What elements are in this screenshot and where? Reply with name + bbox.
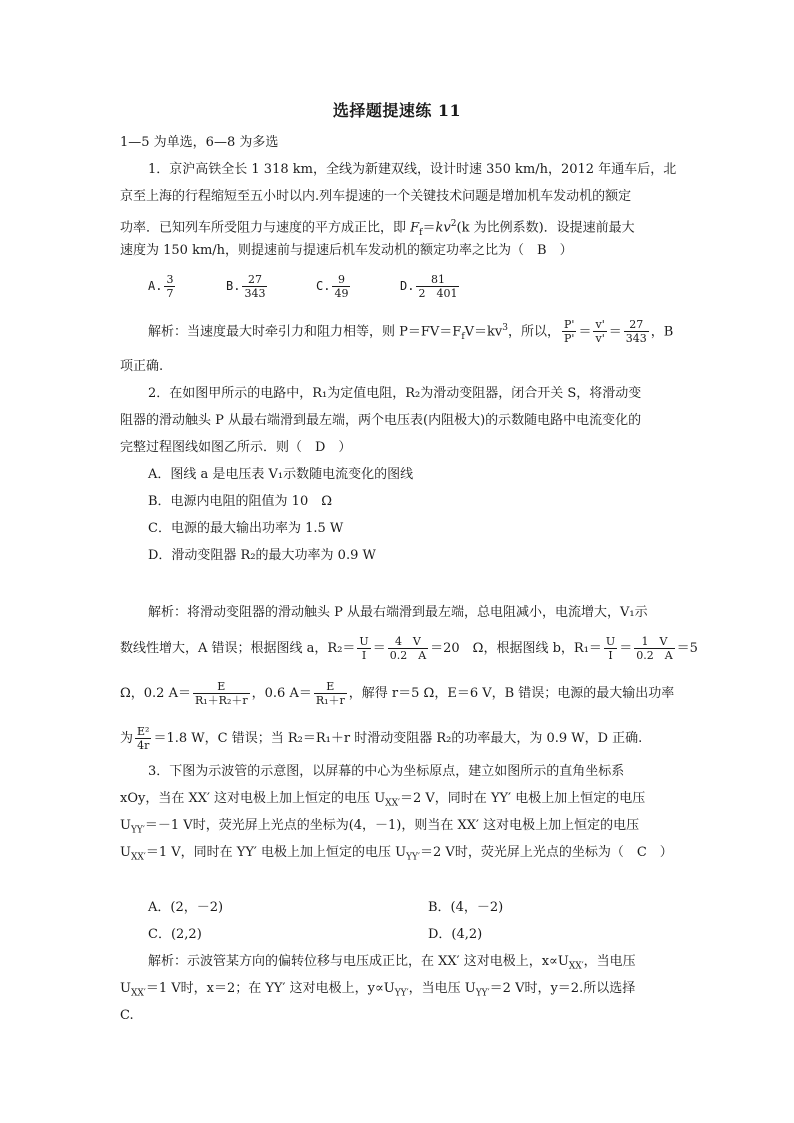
q1-option-c: C. $\frac{9}{49}$ xyxy=(316,273,349,300)
q2-solution-line-4: 为 $\frac{\text{E²}}{4r}$ ＝1.8 W，C 错误；当 R₂＝R₁＋r 时滑动变阻器 R₂的功率最大，为 0.9 W，D 正确. xyxy=(120,725,643,752)
q3-option-d: D．(4,2) xyxy=(428,927,483,942)
fraction: $\frac{P'}{P'}$ xyxy=(564,318,575,346)
q3-option-c: C．(2,2) xyxy=(148,927,202,942)
q2-option-c: C．电源的最大输出功率为 1.5 W xyxy=(148,521,344,536)
fraction: $\frac{U}{I}$ xyxy=(359,635,369,662)
q1-line-3: 功率．已知列车所受阻力与速度的平方成正比，即 $F_f=kv^2(k$ 为比例系数)．设提速前最大 xyxy=(120,219,635,238)
fraction: $\frac{9}{49}$ xyxy=(334,273,349,300)
fraction: $\frac{U}{I}$ xyxy=(605,635,616,662)
q1-line-4: 速度为 150 km/h，则提速前与提速后机车发动机的额定功率之比为（ B ） xyxy=(120,243,573,258)
intro-text: 1—5 为单选，6—8 为多选 xyxy=(120,135,279,150)
q3-option-b: B．(4，－2) xyxy=(428,900,504,915)
q1-solution-line-1: 解析：当速度最大时牵引力和阻力相等，则 $P=FV=F_fV=kv^3$，所以， $\frac{P'}{P'}$ ＝ $\frac{v'}{v'}$ ＝ $\frac{27}{343}$ ，B xyxy=(148,318,674,346)
fraction: $\frac{4 V}{0.2 A}$ xyxy=(389,635,427,662)
page-title: 选择题提速练 11 xyxy=(332,101,462,120)
q2-option-b: B．电源内电阻的阻值为 10 Ω xyxy=(148,494,333,509)
fraction: $\frac{27}{343}$ xyxy=(625,318,647,346)
q1-line-1: 1．京沪高铁全长 1 318 km，全线为新建双线，设计时速 350 km/h，2012 年通车后，北 xyxy=(148,162,677,177)
q1-solution-line-2: 项正确. xyxy=(120,359,164,374)
fraction: $\frac{E}{\text{R₁＋r}}$ xyxy=(315,680,345,707)
q2-solution-line-2: 数线性增大，A 错误；根据图线 a，R₂＝ $\frac{U}{I}$ ＝ $\frac{4 V}{0.2 A}$ ＝20 Ω，根据图线 b，R₁＝ $\frac{U}{I}$ ＝ $\frac{1 V}{0.2 A}$ ＝5 xyxy=(120,635,698,662)
q2-line-1: 2．在如图甲所示的电路中，R₁为定值电阻，R₂为滑动变阻器，闭合开关 S，将滑动变 xyxy=(148,386,642,401)
q2-option-a: A．图线 a 是电压表 V₁示数随电流变化的图线 xyxy=(148,467,414,482)
q1-option-d: D. $\frac{81}{2 401}$ xyxy=(400,273,458,300)
fraction: $\frac{E}{\text{R₁＋R₂＋r}}$ xyxy=(194,680,248,707)
q3-line-3: $U_{YY'}=-1$ V时，荧光屏上光点的坐标为(4，－1)，则当在 XX′ 这对电极上加上恒定的电压 xyxy=(120,818,640,836)
q2-solution-line-1: 解析：将滑动变阻器的滑动触头 P 从最右端滑到最左端，总电阻减小，电流增大，V₁示 xyxy=(148,605,648,620)
q2-solution-line-3: Ω，0.2 A＝ $\frac{E}{\text{R₁＋R₂＋r}}$ ，0.6 A＝ $\frac{E}{\text{R₁＋r}}$ ，解得 r＝5 Ω，E＝6 V，B 错误；电源的最大输出功率 xyxy=(120,680,675,707)
fraction: $\frac{1 V}{0.2 A}$ xyxy=(636,635,673,662)
q3-line-2: xOy，当在 XX′ 这对电极上加上恒定的电压 $U_{XX'}=2$ V，同时在 YY′ 电极上加上恒定的电压 xyxy=(120,791,646,809)
q3-option-a: A．(2，－2) xyxy=(148,900,224,915)
q3-solution-line-2: $U_{XX'}=1$ V时，x＝2；在 YY′ 这对电极上，$y\propto U_{YY'}$，当电压 $U_{YY'}=2$ V时，y＝2.所以选择 xyxy=(120,981,636,999)
fraction: $\frac{\text{E²}}{4r}$ xyxy=(137,725,150,752)
q1-option-b: B. $\frac{27}{343}$ xyxy=(226,273,266,300)
q3-line-4: $U_{XX'}=1$ V，同时在 YY′ 电极上加上恒定的电压 $U_{YY'}=2$ V时，荧光屏上光点的坐标为（ C ） xyxy=(120,845,673,863)
q2-line-3: 完整过程图线如图乙所示．则（ D ） xyxy=(120,440,352,455)
fraction: $\frac{v'}{v'}$ xyxy=(595,318,605,346)
fraction: $\frac{3}{7}$ xyxy=(166,273,174,300)
q2-line-2: 阻器的滑动触头 P 从最右端滑到最左端，两个电压表(内阻极大)的示数随电路中电流变化的 xyxy=(120,413,642,428)
q3-solution-line-1: 解析：示波管某方向的偏转位移与电压成正比，在 XX′ 这对电极上，$x\propto U_{XX'}$，当电压 xyxy=(148,954,636,972)
q1-option-a: A. $\frac{3}{7}$ xyxy=(148,273,174,300)
q1-line-2: 京至上海的行程缩短至五小时以内.列车提速的一个关键技术问题是增加机车发动机的额定 xyxy=(120,189,632,204)
fraction: $\frac{27}{343}$ xyxy=(244,273,266,300)
q2-option-d: D．滑动变阻器 R₂的最大功率为 0.9 W xyxy=(148,548,376,563)
fraction: $\frac{81}{2 401}$ xyxy=(418,273,458,300)
q3-line-1: 3．下图为示波管的示意图，以屏幕的中心为坐标原点，建立如图所示的直角坐标系 xyxy=(148,764,625,779)
q3-solution-line-3: C. xyxy=(120,1008,134,1023)
